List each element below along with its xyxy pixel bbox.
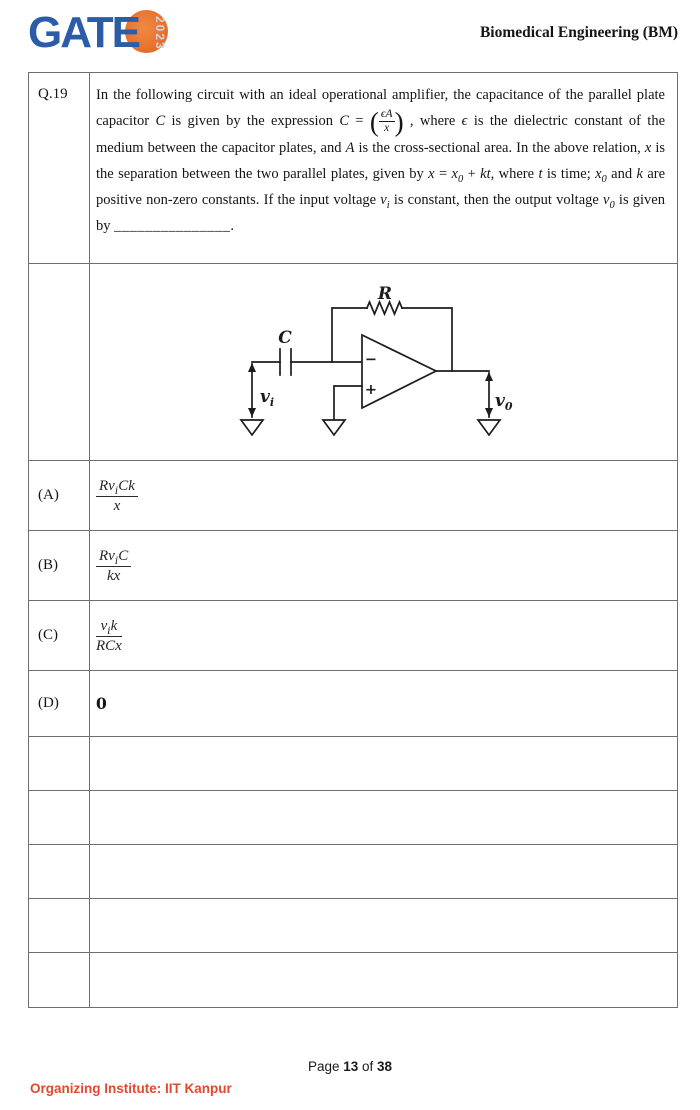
question-table <box>28 72 678 1008</box>
q-math: C <box>155 113 166 130</box>
q-math: C <box>339 113 350 130</box>
q-text: . <box>230 218 234 235</box>
page-header <box>28 6 678 66</box>
gate-logo <box>28 6 213 64</box>
empty-row <box>29 899 677 953</box>
option-b-denominator: kx <box>106 568 121 584</box>
q-math: kt <box>480 166 491 183</box>
q-text: is constant, then the output voltage <box>389 192 604 209</box>
q-math: v <box>603 192 610 209</box>
question-text <box>90 73 677 263</box>
q-capacitance-fraction <box>379 108 395 135</box>
empty-row <box>29 845 677 899</box>
q-math: v <box>380 192 387 209</box>
noninverting-input-sign: + <box>364 382 378 398</box>
q-math: k <box>636 166 643 183</box>
q-math: x <box>451 166 458 183</box>
gate-logo-year: 2023 <box>153 16 167 51</box>
q-subscript: 0 <box>609 200 615 212</box>
q-text: and <box>606 166 637 183</box>
option-b-numerator: $Rv_iC$ <box>96 546 131 567</box>
organizing-institute: Organizing Institute: IIT Kanpur <box>30 1081 232 1096</box>
q-text: is time; <box>542 166 596 183</box>
option-d-value: 0 <box>96 694 107 713</box>
option-a-numerator: $Rv_iCk$ <box>96 476 138 497</box>
empty-body-cell <box>90 791 677 844</box>
inverting-input-sign: − <box>364 352 378 368</box>
q-text: In the following circuit with an ideal operational amplifier, the capacitance of the parallel plate capacitor <box>96 87 665 130</box>
q-math: + <box>463 166 481 183</box>
q-math: = <box>349 113 370 130</box>
q-text: , where <box>490 166 539 183</box>
circuit-row-label-cell <box>29 264 90 460</box>
vo-down-arrowhead <box>485 408 493 417</box>
ground-symbol <box>478 420 500 435</box>
option-row-d <box>29 671 677 737</box>
q-answer-blank: _______________ <box>114 218 231 235</box>
empty-body-cell <box>90 845 677 898</box>
empty-body-cell <box>90 737 677 790</box>
q-math: x <box>595 166 602 183</box>
q-subscript: 0 <box>601 174 607 186</box>
question-number: Q.19 <box>29 73 90 263</box>
q-math: = <box>434 166 452 183</box>
page-of: of <box>358 1059 378 1074</box>
option-c-denominator: RCx <box>96 638 122 654</box>
empty-body-cell <box>90 899 677 952</box>
option-b-body <box>90 531 677 600</box>
q-frac-denominator: x <box>384 122 390 135</box>
empty-label-cell <box>29 791 90 844</box>
option-row-b <box>29 531 677 601</box>
capacitor-label: C <box>278 328 292 348</box>
option-c-formula <box>96 616 122 655</box>
empty-label-cell <box>29 953 90 1007</box>
empty-label-cell <box>29 845 90 898</box>
page-number: 13 <box>343 1059 359 1074</box>
vi-up-arrowhead <box>248 363 256 372</box>
q-text: , where <box>403 113 462 130</box>
q-math: A <box>345 140 355 157</box>
q-math: x <box>644 140 652 157</box>
empty-label-cell <box>29 737 90 790</box>
vo-up-arrowhead <box>485 372 493 381</box>
empty-row <box>29 791 677 845</box>
q-text: is the separation between the two parallel plates, given by <box>96 140 666 183</box>
option-d-body <box>90 671 677 736</box>
q-frac-numerator: ϵA <box>379 108 395 122</box>
paper-subject-title: Biomedical Engineering (BM) <box>479 24 678 41</box>
option-a-body <box>90 461 677 530</box>
resistor-label: R <box>377 284 393 304</box>
ground-symbol <box>323 420 345 435</box>
vi-down-arrowhead <box>248 408 256 417</box>
option-a-label: (A) <box>29 461 90 530</box>
question-row <box>29 73 677 264</box>
option-b-formula <box>96 546 131 585</box>
empty-body-cell <box>90 953 677 1007</box>
q-subscript: i <box>386 200 390 212</box>
option-b-label: (B) <box>29 531 90 600</box>
q-text: are positive non-zero constants. If the input voltage <box>96 166 666 209</box>
input-voltage-label: $v_i$ <box>260 387 275 409</box>
gate-logo-text: GATE <box>28 8 139 57</box>
option-a-formula <box>96 476 138 515</box>
q-text: is the cross-sectional area. In the above relation, <box>354 140 645 157</box>
page-word: Page <box>307 1059 344 1074</box>
option-a-denominator: x <box>113 498 121 514</box>
q-text: is given by <box>96 192 665 235</box>
option-row-a <box>29 461 677 531</box>
circuit-row <box>29 264 677 461</box>
output-voltage-label: $v_0$ <box>495 391 513 413</box>
q-math: t <box>538 166 543 183</box>
page-indicator <box>0 1059 700 1074</box>
option-row-c <box>29 601 677 671</box>
empty-label-cell <box>29 899 90 952</box>
q-left-paren: ( <box>369 107 379 138</box>
ground-symbol <box>241 420 263 435</box>
option-c-numerator: $v_ik$ <box>96 616 122 637</box>
q-math: ϵ <box>461 113 468 130</box>
q-right-paren: ) <box>394 107 404 138</box>
opamp-circuit-diagram <box>90 264 675 460</box>
option-c-body <box>90 601 677 670</box>
option-c-label: (C) <box>29 601 90 670</box>
q-subscript: 0 <box>457 174 464 186</box>
page-total: 38 <box>377 1059 393 1074</box>
empty-row <box>29 737 677 791</box>
q-text: is given by the expression <box>165 113 340 130</box>
option-d-label: (D) <box>29 671 90 736</box>
circuit-cell <box>90 264 677 460</box>
empty-row <box>29 953 677 1007</box>
q-math: x <box>428 166 435 183</box>
q-text: is the dielectric constant of the medium between the capacitor plates, and <box>96 113 666 157</box>
